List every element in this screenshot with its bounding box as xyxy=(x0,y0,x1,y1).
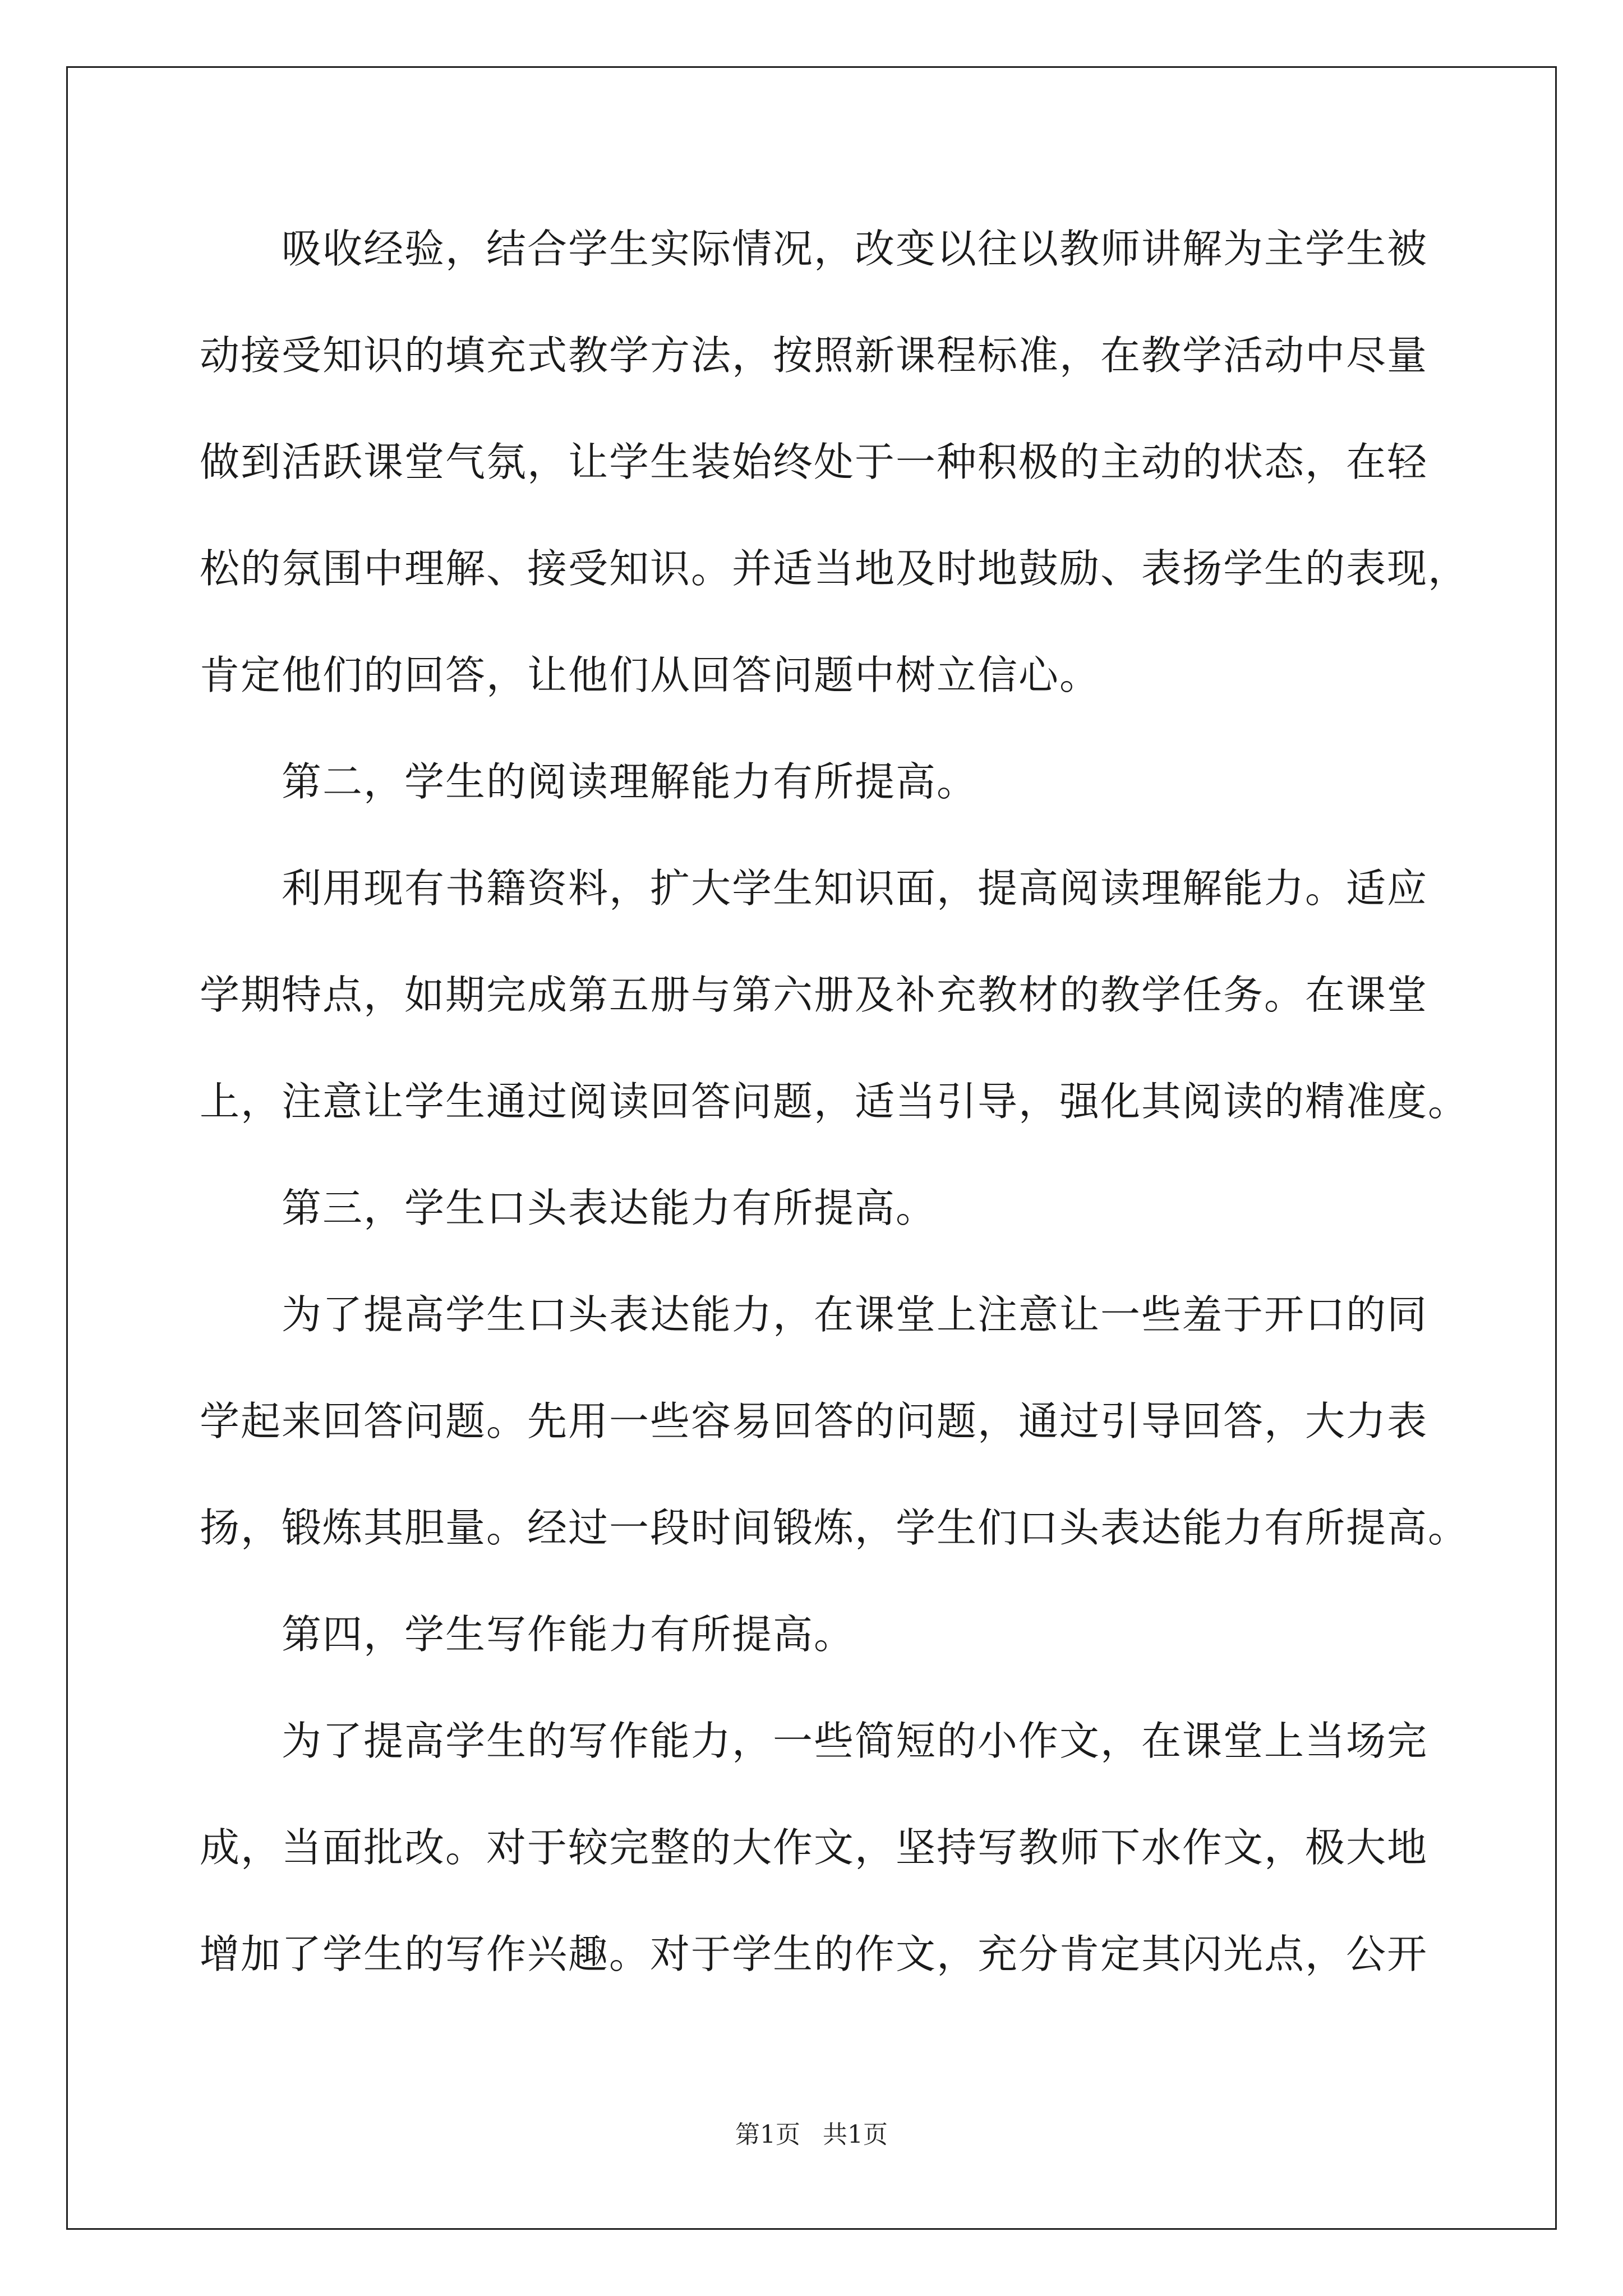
text-line: 为了提高学生口头表达能力，在课堂上注意让一些羞于开口的同 xyxy=(200,1291,1428,1338)
text-line: 上，注意让学生通过阅读回答问题，适当引导，强化其阅读的精准度。 xyxy=(200,1078,1469,1125)
text-line: 学起来回答问题。先用一些容易回答的问题，通过引导回答，大力表 xyxy=(200,1398,1428,1444)
text-line: 成，当面批改。对于较完整的大作文，坚持写教师下水作文，极大地 xyxy=(200,1824,1428,1871)
section-heading: 第三，学生口头表达能力有所提高。 xyxy=(200,1185,937,1231)
text-line: 做到活跃课堂气氛，让学生装始终处于一种积极的主动的状态，在轻 xyxy=(200,439,1428,485)
text-line: 学期特点，如期完成第五册与第六册及补充教材的教学任务。在课堂 xyxy=(200,972,1428,1018)
page-number: 第1页 xyxy=(735,2120,800,2149)
page-footer xyxy=(0,2118,1623,2152)
section-heading: 第四，学生写作能力有所提高。 xyxy=(200,1611,855,1658)
text-line: 肯定他们的回答，让他们从回答问题中树立信心。 xyxy=(200,652,1101,698)
page-total: 共1页 xyxy=(823,2120,888,2149)
text-line: 扬，锻炼其胆量。经过一段时间锻炼，学生们口头表达能力有所提高。 xyxy=(200,1504,1469,1551)
text-line: 增加了学生的写作兴趣。对于学生的作文，充分肯定其闪光点，公开 xyxy=(200,1931,1428,1977)
page-border xyxy=(66,66,1557,2230)
text-line: 吸收经验，结合学生实际情况，改变以往以教师讲解为主学生被 xyxy=(200,226,1428,272)
text-line: 松的氛围中理解、接受知识。并适当地及时地鼓励、表扬学生的表现， xyxy=(200,545,1469,592)
text-line: 动接受知识的填充式教学方法，按照新课程标准，在教学活动中尽量 xyxy=(200,332,1428,379)
text-line: 利用现有书籍资料，扩大学生知识面，提高阅读理解能力。适应 xyxy=(200,865,1428,912)
text-line: 为了提高学生的写作能力，一些简短的小作文，在课堂上当场完 xyxy=(200,1718,1428,1764)
section-heading: 第二，学生的阅读理解能力有所提高。 xyxy=(200,758,978,805)
